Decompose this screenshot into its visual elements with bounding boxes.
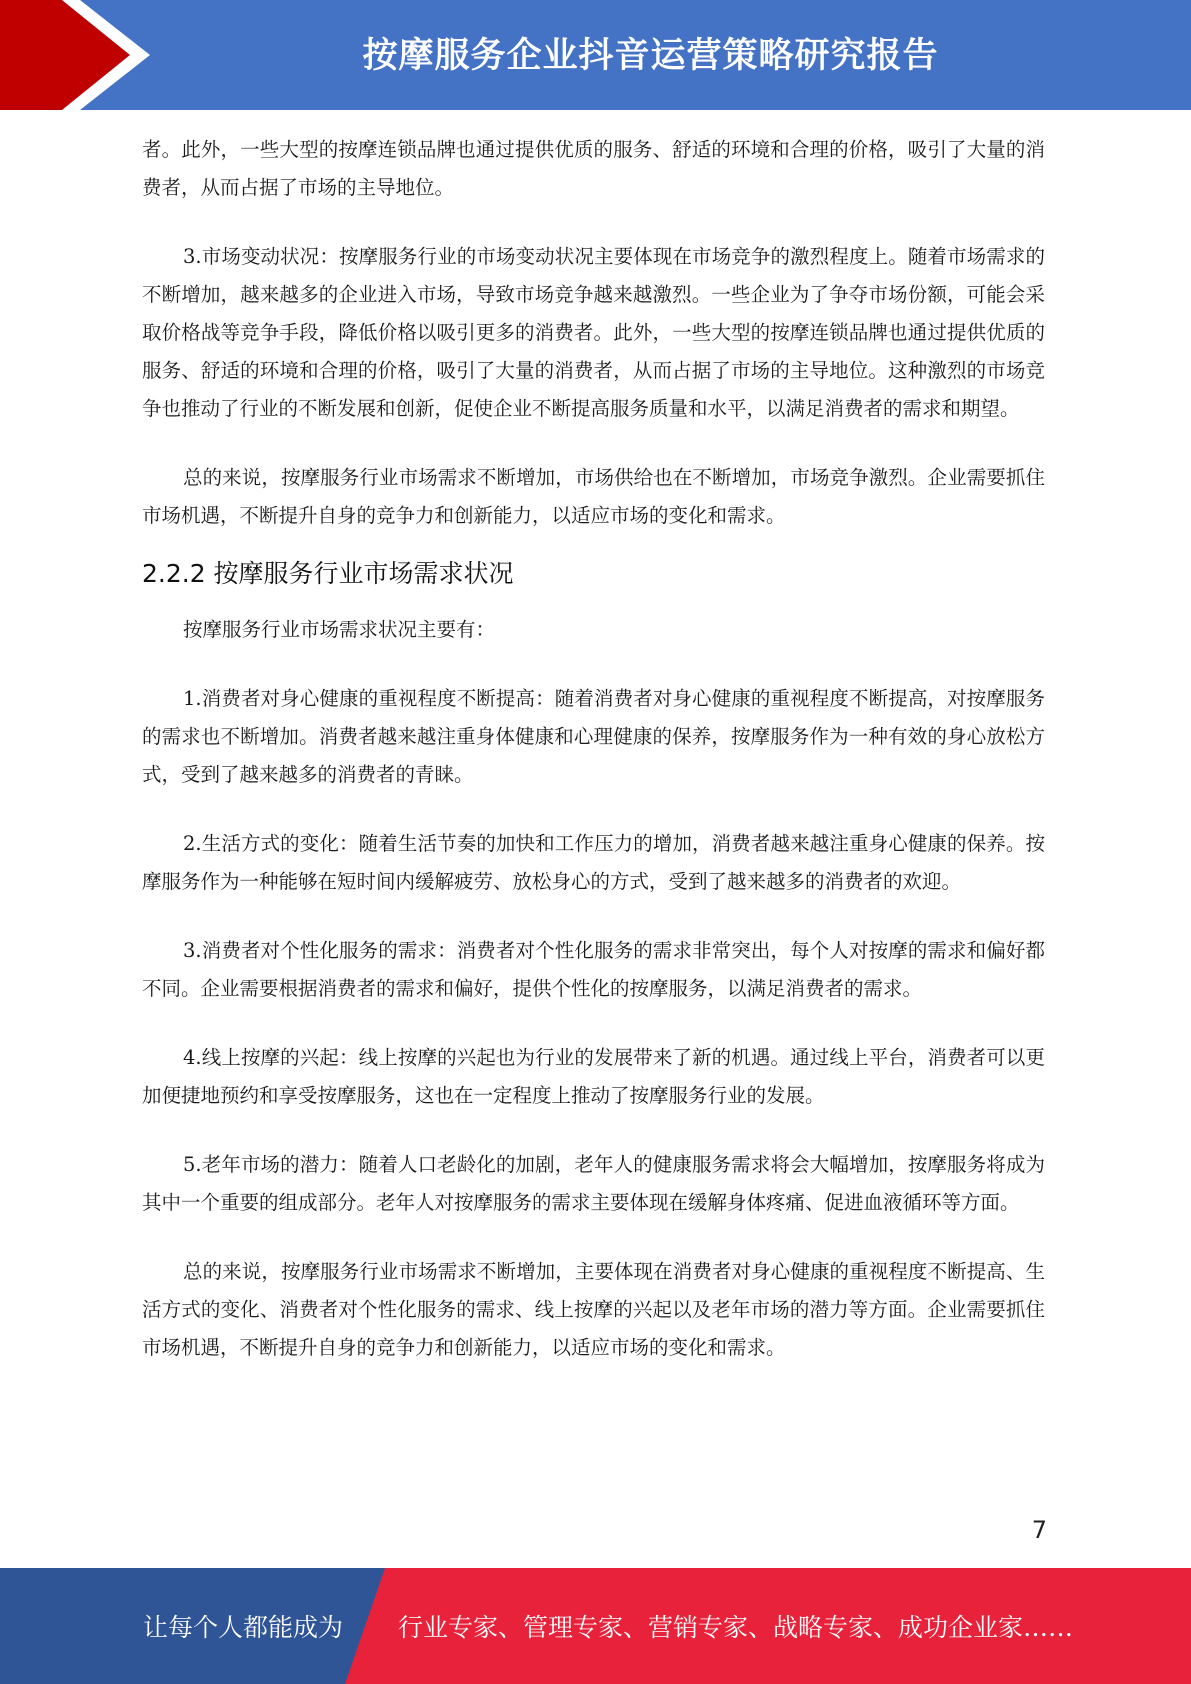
- page-header: [0, 0, 1191, 110]
- page-number: 7: [1031, 1516, 1047, 1544]
- paragraph-summary-demand: 总的来说，按摩服务行业市场需求不断增加，主要体现在消费者对身心健康的重视程度不断提高、生活方式的变化、消费者对个性化服务的需求、线上按摩的兴起以及老年市场的潜力等方面。企业需要抓住市场机遇，不断提升自身的竞争力和创新能力，以适应市场的变化和需求。: [142, 1260, 1045, 1359]
- paragraph-item-2: 2.生活方式的变化：随着生活节奏的加快和工作压力的增加，消费者越来越注重身心健康的保养。按摩服务作为一种能够在短时间内缓解疲劳、放松身心的方式，受到了越来越多的消费者的欢迎。: [142, 832, 1045, 893]
- paragraph-item-3: 3.消费者对个性化服务的需求：消费者对个性化服务的需求非常突出，每个人对按摩的需求和偏好都不同。企业需要根据消费者的需求和偏好，提供个性化的按摩服务，以满足消费者的需求。: [142, 939, 1045, 1000]
- report-title: 按摩服务企业抖音运营策略研究报告: [362, 36, 939, 76]
- page-content: [142, 131, 1045, 1367]
- footer-slogan-right: 行业专家、管理专家、营销专家、战略专家、成功企业家……: [398, 1613, 1074, 1642]
- section-heading: 2.2.2 按摩服务行业市场需求状况: [142, 559, 514, 588]
- paragraph-summary-supply: 总的来说，按摩服务行业市场需求不断增加，市场供给也在不断增加，市场竞争激烈。企业需要抓住市场机遇，不断提升自身的竞争力和创新能力，以适应市场的变化和需求。: [142, 466, 1045, 527]
- paragraph-item-5: 5.老年市场的潜力：随着人口老龄化的加剧，老年人的健康服务需求将会大幅增加，按摩服务将成为其中一个重要的组成部分。老年人对按摩服务的需求主要体现在缓解身体疼痛、促进血液循环等方面。: [142, 1153, 1045, 1214]
- paragraph-market-change: 3.市场变动状况：按摩服务行业的市场变动状况主要体现在市场竞争的激烈程度上。随着市场需求的不断增加，越来越多的企业进入市场，导致市场竞争越来越激烈。一些企业为了争夺市场份额，可能会采取价格战等竞争手段，降低价格以吸引更多的消费者。此外，一些大型的按摩连锁品牌也通过提供优质的服务、舒适的环境和合理的价格，吸引了大量的消费者，从而占据了市场的主导地位。这种激烈的市场竞争也推动了行业的不断发展和创新，促使企业不断提高服务质量和水平，以满足消费者的需求和期望。: [142, 245, 1045, 420]
- paragraph-item-1: 1.消费者对身心健康的重视程度不断提高：随着消费者对身心健康的重视程度不断提高，对按摩服务的需求也不断增加。消费者越来越注重身体健康和心理健康的保养，按摩服务作为一种有效的身心放松方式，受到了越来越多的消费者的青睐。: [142, 687, 1045, 786]
- page-footer: [0, 1568, 1191, 1684]
- paragraph-continuation: 者。此外，一些大型的按摩连锁品牌也通过提供优质的服务、舒适的环境和合理的价格，吸引了大量的消费者，从而占据了市场的主导地位。: [142, 138, 1045, 199]
- paragraph-intro: 按摩服务行业市场需求状况主要有：: [183, 618, 496, 641]
- footer-slogan-left: 让每个人都能成为: [143, 1613, 344, 1642]
- paragraph-item-4: 4.线上按摩的兴起：线上按摩的兴起也为行业的发展带来了新的机遇。通过线上平台，消费者可以更加便捷地预约和享受按摩服务，这也在一定程度上推动了按摩服务行业的发展。: [142, 1046, 1045, 1107]
